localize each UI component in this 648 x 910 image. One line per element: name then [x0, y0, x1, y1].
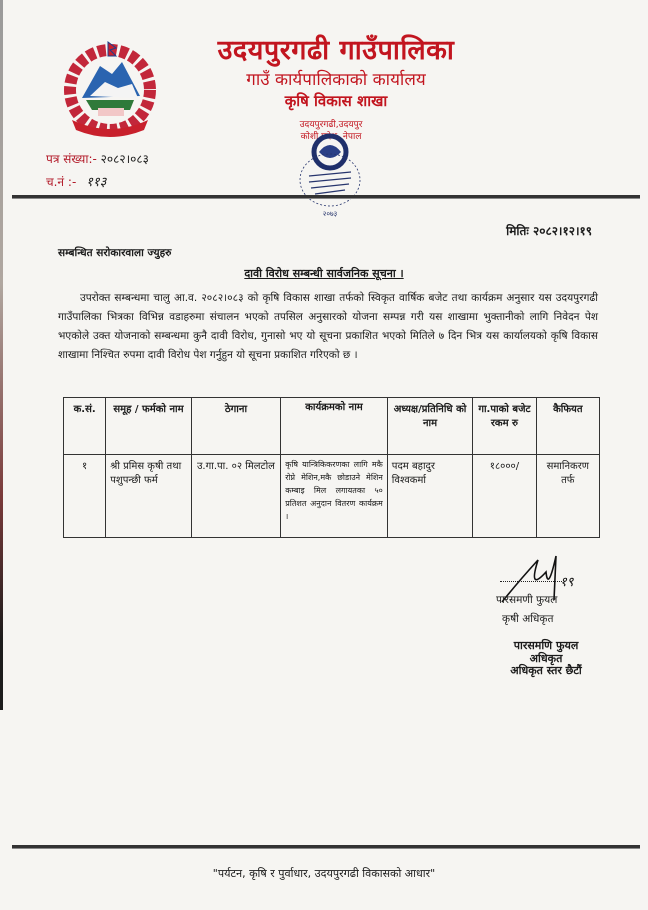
- dispatch-label: च.नं :-: [46, 175, 77, 189]
- official-stamp-title: अधिकृत: [529, 652, 563, 665]
- reference-number: [46, 150, 149, 167]
- col-group-name: समूह / फर्मको नाम: [106, 398, 191, 455]
- scan-edge: [0, 0, 3, 710]
- address-line-2: कोशी प्रदेश, नेपाल: [300, 132, 362, 142]
- stamp-year: २०७३: [322, 210, 338, 218]
- col-program-name: कार्यक्रमको नाम: [281, 398, 388, 455]
- municipality-name: उदयपुरगढी गाउँपालिका: [217, 35, 455, 66]
- footer-motto: "पर्यटन, कृषि र पुर्वाधार, उदयपुरगढी विकासको आधार": [212, 867, 436, 880]
- reference-value: २०८२।०८३: [100, 152, 149, 166]
- table-header-row: [64, 398, 600, 455]
- col-remarks: कैफियत: [536, 398, 599, 455]
- cell-program-name: कृषि यान्त्रिकिकरणका लागि मकै रोप्ने मेशिन,मकै छोडाउने मेशिन कम्बाइ मिल लगायतका ५० प्रतिशत अनुदान वितरण कार्यक्रम ।: [281, 455, 388, 538]
- signatory-title: कृषी अधिकृत: [502, 613, 554, 625]
- cell-chairperson: पदम बहादुर विश्वकर्मा: [387, 455, 472, 538]
- cell-serial: १: [64, 455, 106, 538]
- col-chairperson: अध्यक्ष/प्रतिनिधि को नाम: [387, 398, 472, 455]
- dispatch-number: [46, 172, 106, 190]
- cell-address: उ.गा.पा. ०२ मिलटोल: [191, 455, 281, 538]
- col-serial: क.सं.: [64, 398, 106, 455]
- nepal-government-emblem-icon: [60, 38, 160, 138]
- project-table: [63, 397, 600, 538]
- official-stamp-name: पारसमणि फुयल: [513, 639, 579, 652]
- branch-name: कृषि विकास शाखा: [284, 92, 388, 110]
- col-address: ठेगाना: [191, 398, 281, 455]
- reference-label: पत्र संख्या:-: [46, 152, 97, 166]
- signature-date: १९: [560, 575, 574, 590]
- footer-divider: [12, 845, 640, 849]
- address-line-1: उदयपुरगढी,उदयपुर: [299, 120, 363, 130]
- dispatch-value: ११३: [86, 175, 107, 190]
- signatory-name: पारसमणी फुयल: [496, 594, 558, 606]
- cell-budget: १८०००/: [473, 455, 536, 538]
- header-divider: [12, 195, 640, 199]
- official-stamp-level: अधिकृत स्तर छैटौं: [510, 664, 582, 677]
- col-budget: गा.पाको बजेट रकम रु: [473, 398, 536, 455]
- subject: दावी विरोध सम्बन्धी सार्वजनिक सूचना ।: [244, 267, 404, 280]
- office-name: गाउँ कार्यपालिकाको कार्यालय: [246, 70, 426, 90]
- body-paragraph: उपरोक्त सम्बन्धमा चालु आ.व. २०८२।०८३ को कृषि विकास शाखा तर्फको स्विकृत वार्षिक बजेट तथा कार्यक्रम अनुसार यस उदयपुरगढी गाउँपालिका भित्रका विभिन्न वडाहरुमा संचालन भएको तपसिल अनुसारको योजना सम्पन्न गरी यस शाखामा भुक्तानीको लागि निवेदन पेश भएकोले उक्त योजनाको सम्बन्धमा कुनै दावी विरोध, गुनासो भए यो सूचना प्रकाशित भएको मितिले ७ दिन भित्र यस कार्यालयको कृषि विकास शाखामा निश्चित रुपमा दावी विरोध पेश गर्नुहुन यो सूचना प्रकाशित गरिएको छ ।: [58, 292, 598, 361]
- office-stamp-icon: [295, 128, 365, 220]
- addressee: सम्बन्धित सरोकारवाला ज्युहरु: [58, 247, 172, 259]
- table-row: [64, 455, 600, 538]
- signature-line: [500, 581, 562, 582]
- cell-remarks: समानिकरण तर्फ: [536, 455, 599, 538]
- letter-date: मितिः २०८२।१२।१९: [506, 224, 592, 238]
- cell-group-name: श्री प्रमिस कृषी तथा पशुपन्छी फर्म: [106, 455, 191, 538]
